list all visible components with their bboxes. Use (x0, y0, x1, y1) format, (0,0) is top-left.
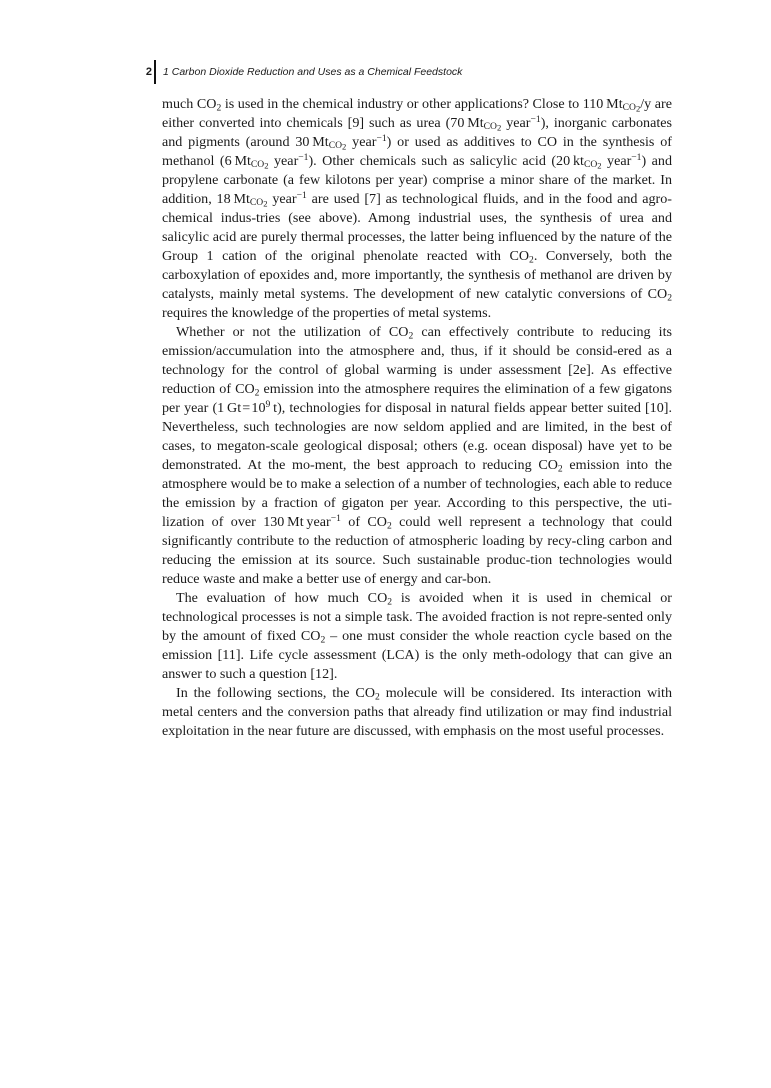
header-rule (154, 60, 156, 84)
paragraph: much $CO_2$ is used in the chemical industry or other applications? Close to 110 $Mt_{CO_2}/y$ are either converted into chemicals [9] such as urea (70 $Mt_{CO_2}$ year$^{-1}$), inorganic carbonates and pigments (around 30 $Mt_{CO_2}$ year$^{-1}$) or used as additives to CO in the synthesis of methanol (6 $Mt_{CO_2}$ year$^{-1}$). Other chemicals such as salicylic acid (20 $kt_{CO_2}$ year$^{-1}$) and propylene carbonate (a few kilotons per year) comprise a minor share of the market. In addition, 18 $Mt_{CO_2}$ year$^{-1}$ are used [7] as technological fluids, and in the food and agro-chemical indus-​tries (see above). Among industrial uses, the synthesis of urea and salicylic acid are purely thermal processes, the latter being influenced by the nature of the Group 1 cation of the original phenolate reacted with $CO_2$. Conversely, both the carboxylation of epoxides and, more importantly, the synthesis of methanol are driven by catalysts, mainly metal systems. The development of new catalytic conversions of $CO_2$ requires the knowledge of the properties of metal systems. (162, 96, 672, 321)
paragraph: Whether or not the utilization of $CO_2$ can effectively contribute to reducing its emission/accumulation into the atmosphere and, thus, if it should be consid-​ered as a technology for the control of global warming is under assessment [2e]. As effective reduction of $CO_2$ emission into the atmosphere requires the elimination of a few gigatons per year (1 Gt = $10^9$ t), technologies for disposal in natural fields appear better suited [10]. Nevertheless, such technologies are now seldom applied and are limited, in the best of cases, to megaton-scale geological disposal; others (e.g. ocean disposal) have yet to be demonstrated. At the mo-​ment, the best approach to reducing $CO_2$ emission into the atmosphere would be to make a selection of a number of technologies, each able to reduce the emission by a fraction of gigaton per year. According to this perspective, the uti-​lization of over 130 Mt year$^{-1}$ of $CO_2$ could well represent a technology that could significantly contribute to the reduction of atmospheric loading by recy-​cling carbon and reducing the emission at its source. Such sustainable produc-​tion technologies would reduce waste and make a better use of energy and car-​bon. (162, 324, 673, 587)
running-title: 1 Carbon Dioxide Reduction and Uses as a Chemical Feedstock (163, 66, 463, 78)
paragraph: In the following sections, the $CO_2$ molecule will be considered. Its interaction with metal centers and the conversion paths that already find utilization or may find industrial exploitation in the near future are discussed, with emphasis on the most useful processes. (162, 685, 673, 739)
paragraph: The evaluation of how much $CO_2$ is avoided when it is used in chemical or technological processes is not a simple task. The avoided fraction is not repre-​sented only by the amount of fixed $CO_2$ – one must consider the whole reaction cycle based on the emission [11]. Life cycle assessment (LCA) is the only meth-​odology that can give an answer to such a question [12]. (162, 590, 672, 682)
running-head (143, 60, 683, 84)
body-text (162, 95, 672, 741)
page-number: 2 (145, 66, 152, 78)
